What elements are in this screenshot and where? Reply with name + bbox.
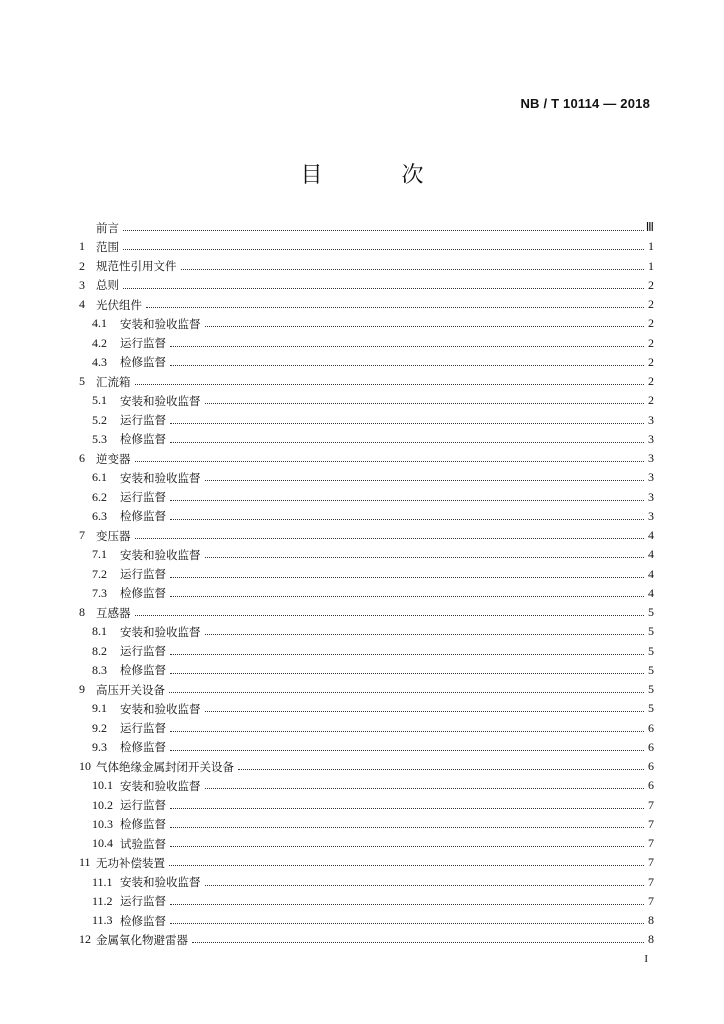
toc-entry[interactable]: [79, 353, 654, 372]
toc-entry[interactable]: [79, 603, 654, 622]
toc-dot-leader: [170, 750, 644, 751]
toc-entry-label: 运行监督: [120, 336, 166, 351]
toc-entry[interactable]: [79, 661, 654, 680]
toc-entry[interactable]: [79, 738, 654, 757]
toc-entry[interactable]: [79, 411, 654, 430]
toc-entry[interactable]: [79, 218, 654, 237]
toc-entry-page: 3: [648, 489, 654, 504]
toc-entry-page: 4: [648, 547, 654, 562]
toc-dot-leader: [123, 288, 644, 289]
toc-entry[interactable]: [79, 796, 654, 815]
toc-dot-leader: [170, 577, 644, 578]
toc-entry-page: 8: [648, 913, 654, 928]
toc-entry-page: 3: [648, 508, 654, 523]
toc-entry-page: 3: [648, 431, 654, 446]
toc-entry-page: 1: [648, 239, 654, 254]
toc-entry-number: 5.3: [92, 431, 107, 446]
toc-entry-label: 运行监督: [120, 894, 166, 909]
toc-entry-page: 6: [648, 720, 654, 735]
toc-entry-label: 检修监督: [120, 740, 166, 755]
toc-entry-page: 7: [648, 797, 654, 812]
toc-dot-leader: [169, 692, 644, 693]
toc-entry-number: 9.2: [92, 720, 107, 735]
toc-entry[interactable]: [79, 776, 654, 795]
toc-entry[interactable]: [79, 719, 654, 738]
toc-entry[interactable]: [79, 565, 654, 584]
toc-entry[interactable]: [79, 430, 654, 449]
toc-entry-number: 6: [79, 451, 85, 466]
toc-entry-label: 金属氧化物避雷器: [96, 932, 188, 947]
toc-entry-page: 2: [648, 335, 654, 350]
toc-dot-leader: [170, 808, 644, 809]
toc-entry-number: 11: [79, 855, 91, 870]
toc-entry-label: 高压开关设备: [96, 682, 165, 697]
toc-entry-page: 3: [648, 412, 654, 427]
toc-entry-page: 7: [648, 893, 654, 908]
toc-entry[interactable]: [79, 911, 654, 930]
toc-entry-page: 4: [648, 585, 654, 600]
toc-entry[interactable]: [79, 295, 654, 314]
toc-entry[interactable]: [79, 257, 654, 276]
toc-entry-number: 4.1: [92, 316, 107, 331]
toc-entry[interactable]: [79, 930, 654, 949]
table-of-contents: [79, 218, 654, 950]
toc-entry-label: 逆变器: [96, 451, 131, 466]
toc-dot-leader: [170, 846, 644, 847]
toc-entry-page: 6: [648, 739, 654, 754]
toc-dot-leader: [170, 923, 644, 924]
page-title: 目 次: [300, 163, 460, 188]
toc-entry-page: 7: [648, 836, 654, 851]
toc-entry-page: 2: [648, 374, 654, 389]
toc-entry-page: 2: [648, 316, 654, 331]
toc-entry-label: 变压器: [96, 528, 131, 543]
toc-entry[interactable]: [79, 276, 654, 295]
toc-entry-label: 光伏组件: [96, 297, 142, 312]
toc-entry-label: 运行监督: [120, 567, 166, 582]
toc-entry-label: 检修监督: [120, 913, 166, 928]
toc-entry-label: 运行监督: [120, 721, 166, 736]
toc-entry-number: 11.2: [92, 893, 113, 908]
toc-entry-number: 10.3: [92, 816, 113, 831]
toc-entry-label: 安装和验收监督: [120, 875, 201, 890]
toc-entry-number: 6.1: [92, 470, 107, 485]
toc-entry-label: 安装和验收监督: [120, 393, 201, 408]
toc-entry-page: 7: [648, 855, 654, 870]
toc-entry-number: 10.1: [92, 778, 113, 793]
toc-dot-leader: [135, 615, 645, 616]
toc-dot-leader: [170, 346, 644, 347]
toc-entry[interactable]: [79, 642, 654, 661]
toc-entry-page: 5: [648, 643, 654, 658]
toc-dot-leader: [205, 788, 645, 789]
toc-entry-number: 7.3: [92, 585, 107, 600]
toc-dot-leader: [170, 673, 644, 674]
toc-entry[interactable]: [79, 699, 654, 718]
toc-dot-leader: [170, 442, 644, 443]
toc-entry[interactable]: [79, 468, 654, 487]
toc-entry-label: 安装和验收监督: [120, 470, 201, 485]
toc-dot-leader: [170, 423, 644, 424]
toc-entry-page: 5: [648, 624, 654, 639]
toc-entry[interactable]: [79, 892, 654, 911]
toc-entry-label: 无功补偿装置: [96, 855, 165, 870]
toc-entry-number: 6.3: [92, 508, 107, 523]
toc-entry-label: 检修监督: [120, 663, 166, 678]
toc-entry[interactable]: [79, 545, 654, 564]
toc-entry-number: 4: [79, 297, 85, 312]
toc-entry-number: 5.1: [92, 393, 107, 408]
toc-dot-leader: [123, 230, 644, 231]
toc-dot-leader: [205, 403, 645, 404]
toc-entry[interactable]: [79, 757, 654, 776]
toc-entry-number: 7: [79, 528, 85, 543]
toc-entry[interactable]: [79, 622, 654, 641]
toc-entry-number: 8: [79, 605, 85, 620]
toc-entry-label: 安装和验收监督: [120, 778, 201, 793]
toc-entry-label: 运行监督: [120, 644, 166, 659]
toc-dot-leader: [205, 480, 645, 481]
toc-entry[interactable]: [79, 334, 654, 353]
toc-dot-leader: [123, 249, 644, 250]
toc-entry-number: 5: [79, 374, 85, 389]
toc-dot-leader: [192, 942, 644, 943]
toc-dot-leader: [135, 384, 645, 385]
toc-entry[interactable]: [79, 372, 654, 391]
toc-entry-label: 安装和验收监督: [120, 316, 201, 331]
toc-entry-label: 气体绝缘金属封闭开关设备: [96, 759, 234, 774]
toc-entry-label: 安装和验收监督: [120, 701, 201, 716]
toc-dot-leader: [135, 461, 645, 462]
toc-entry-page: 5: [648, 662, 654, 677]
toc-entry[interactable]: [79, 526, 654, 545]
toc-entry[interactable]: [79, 584, 654, 603]
toc-entry-page: 8: [648, 932, 654, 947]
toc-dot-leader: [170, 731, 644, 732]
toc-entry-number: 2: [79, 258, 85, 273]
toc-entry-page: 2: [648, 297, 654, 312]
toc-entry-label: 安装和验收监督: [120, 624, 201, 639]
toc-entry-number: 9.3: [92, 739, 107, 754]
toc-entry-page: 5: [648, 682, 654, 697]
toc-dot-leader: [170, 904, 644, 905]
toc-entry-label: 范围: [96, 239, 119, 254]
toc-entry-page: Ⅲ: [645, 220, 654, 235]
toc-entry[interactable]: [79, 449, 654, 468]
toc-entry-page: 2: [648, 393, 654, 408]
toc-entry-label: 规范性引用文件: [96, 259, 177, 274]
toc-entry-label: 检修监督: [120, 355, 166, 370]
toc-entry-page: 5: [648, 605, 654, 620]
toc-entry-number: 10: [79, 759, 91, 774]
toc-entry-label: 安装和验收监督: [120, 547, 201, 562]
toc-entry[interactable]: [79, 488, 654, 507]
toc-entry-page: 2: [648, 277, 654, 292]
toc-entry-number: 11.3: [92, 913, 113, 928]
toc-entry-page: 6: [648, 759, 654, 774]
toc-entry-page: 1: [648, 258, 654, 273]
toc-dot-leader: [170, 500, 644, 501]
toc-entry-number: 4.2: [92, 335, 107, 350]
toc-entry-label: 前言: [96, 220, 119, 235]
toc-entry-number: 9: [79, 682, 85, 697]
toc-entry-page: 3: [648, 470, 654, 485]
toc-entry-page: 5: [648, 701, 654, 716]
toc-entry[interactable]: [79, 237, 654, 256]
toc-entry-number: 10.4: [92, 836, 113, 851]
toc-dot-leader: [170, 654, 644, 655]
toc-entry-page: 4: [648, 528, 654, 543]
toc-entry-number: 5.2: [92, 412, 107, 427]
toc-entry[interactable]: [79, 507, 654, 526]
toc-entry[interactable]: [79, 834, 654, 853]
toc-entry[interactable]: [79, 853, 654, 872]
toc-entry-label: 汇流箱: [96, 374, 131, 389]
toc-entry-page: 2: [648, 354, 654, 369]
standard-number: NB / T 10114 — 2018: [520, 96, 650, 111]
toc-entry-page: 7: [648, 874, 654, 889]
toc-entry-number: 8.2: [92, 643, 107, 658]
toc-entry-number: 12: [79, 932, 91, 947]
toc-dot-leader: [146, 307, 644, 308]
toc-entry-label: 互感器: [96, 605, 131, 620]
toc-entry-label: 运行监督: [120, 413, 166, 428]
toc-dot-leader: [205, 711, 645, 712]
toc-dot-leader: [170, 519, 644, 520]
toc-entry-label: 运行监督: [120, 798, 166, 813]
toc-entry[interactable]: [79, 873, 654, 892]
toc-dot-leader: [205, 557, 645, 558]
toc-entry-number: 7.2: [92, 566, 107, 581]
toc-entry[interactable]: [79, 314, 654, 333]
toc-entry[interactable]: [79, 680, 654, 699]
toc-entry-number: 6.2: [92, 489, 107, 504]
toc-dot-leader: [170, 596, 644, 597]
toc-entry-number: 10.2: [92, 797, 113, 812]
toc-entry-number: 8.3: [92, 662, 107, 677]
toc-entry-page: 4: [648, 566, 654, 581]
toc-dot-leader: [170, 827, 644, 828]
toc-entry-label: 检修监督: [120, 817, 166, 832]
toc-entry[interactable]: [79, 815, 654, 834]
toc-entry-label: 检修监督: [120, 586, 166, 601]
toc-entry-label: 试验监督: [120, 836, 166, 851]
page-number: I: [644, 953, 648, 965]
toc-entry-label: 总则: [96, 278, 119, 293]
toc-entry-number: 1: [79, 239, 85, 254]
toc-entry-number: 4.3: [92, 354, 107, 369]
toc-entry-number: 9.1: [92, 701, 107, 716]
toc-dot-leader: [169, 865, 644, 866]
toc-entry[interactable]: [79, 391, 654, 410]
toc-dot-leader: [205, 326, 645, 327]
toc-dot-leader: [181, 269, 645, 270]
toc-dot-leader: [205, 634, 645, 635]
toc-entry-number: 3: [79, 277, 85, 292]
toc-entry-label: 检修监督: [120, 509, 166, 524]
toc-dot-leader: [170, 365, 644, 366]
toc-entry-number: 7.1: [92, 547, 107, 562]
toc-dot-leader: [238, 769, 644, 770]
toc-entry-page: 6: [648, 778, 654, 793]
toc-dot-leader: [135, 538, 645, 539]
toc-entry-number: 8.1: [92, 624, 107, 639]
toc-entry-label: 运行监督: [120, 490, 166, 505]
toc-dot-leader: [205, 885, 645, 886]
toc-entry-page: 3: [648, 451, 654, 466]
toc-entry-number: 11.1: [92, 874, 113, 889]
toc-entry-page: 7: [648, 816, 654, 831]
toc-entry-label: 检修监督: [120, 432, 166, 447]
